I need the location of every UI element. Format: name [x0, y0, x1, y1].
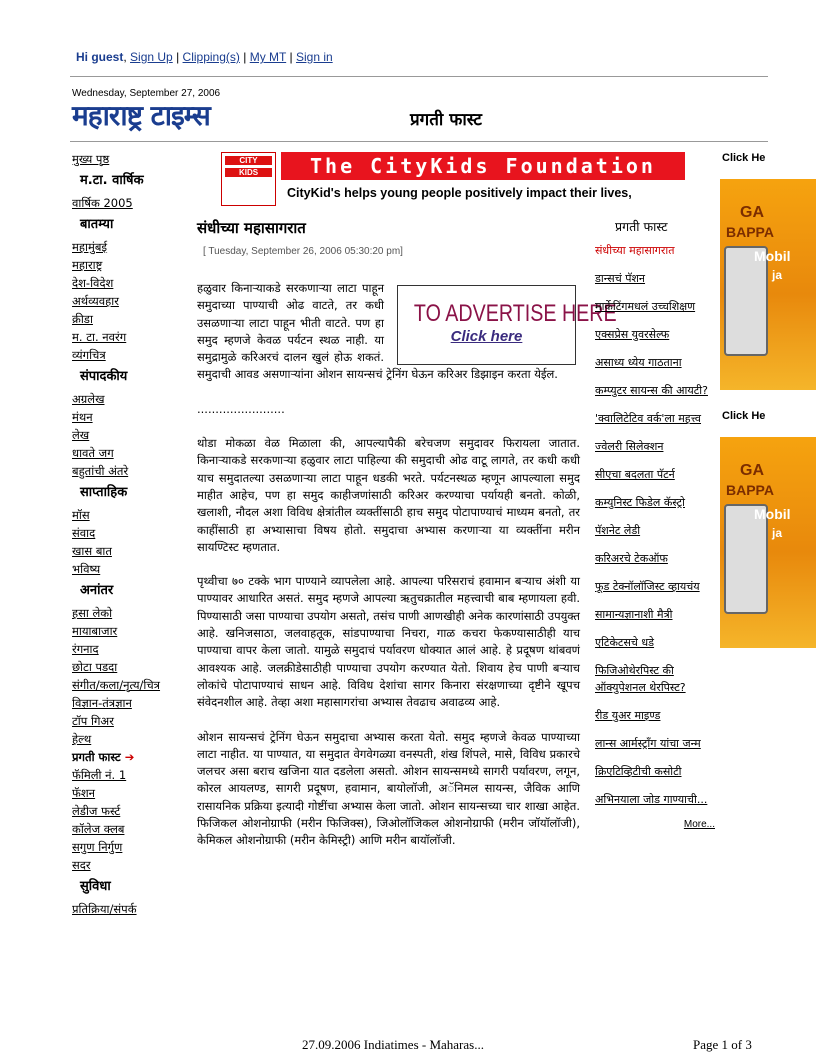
nav-item[interactable]: [72, 346, 194, 364]
nav-item[interactable]: [72, 622, 194, 640]
nav-item-label: टॉप गिअर: [72, 714, 114, 728]
nav-item-label: अग्रलेख: [72, 392, 105, 406]
related-article-link[interactable]: फिजिओथेरपिस्ट की ऑक्युपेशनल थेरपिस्ट?: [595, 664, 686, 694]
article-timestamp: [ Tuesday, September 26, 2006 05:30:20 pm]: [203, 246, 403, 257]
related-article-link[interactable]: एटिकेटसचे धडे: [595, 636, 655, 649]
article-title: संधीच्या महासागरात: [197, 219, 306, 237]
paragraph-text: पृथ्वीचा ७० टक्के भाग पाण्याने व्यापलेला आहे. आपल्या परिसराचं हवामान बऱ्याच अंशी या पाण्यावर आधारित असतं. समुद म्हणजे आपल्या ऋतुचक्रातील महत्त्वाची बाब म्हणायला हवी. पिण्यासाठी जसा पाण्याचा उपयोग असतो, तसंच पाणी आणखीही अनेक कारणांसाठी उपयुक्त आहे. खनिजसाठा, जलवाहतूक, सांडपाण्याचा निचरा, गाळ कचरा फेकण्यासाठीही याच पाण्याचा वापर केला जातो. यामुळे समुदाचं पर्यावरण धोक्यात आलं आहे. हे प्रदूषण थांबवणं आवश्यक आहे. जलक्रीडेसाठीही पाण्याचा उपयोग करण्यात येतो. शिवाय हेच पाणी बऱ्याच लोकांचे पोटापाण्याचं साधन आहे. विविध देशांचा सागर किनारा संरक्षणाच्या दृष्टीने खूपच संवेदनशील आहे. तेव्हा अशा महासागरांचा अभ्यास तेवढाच अवाढव्य आहे.: [197, 574, 580, 710]
nav-item[interactable]: [72, 292, 194, 310]
nav-item[interactable]: [72, 462, 194, 480]
nav-item-label: फॅमिली नं. 1: [72, 768, 127, 782]
related-heading: प्रगती फास्ट: [615, 219, 668, 234]
side-ad[interactable]: [720, 150, 816, 390]
nav-item-label: प्रतिक्रिया/संपर्क: [72, 902, 137, 916]
nav-item[interactable]: [72, 274, 194, 292]
nav-item[interactable]: [72, 150, 194, 168]
left-nav: [72, 150, 194, 918]
related-article-link[interactable]: क्रिएटिव्हिटीची कसोटी: [595, 765, 682, 778]
advertise-heading: TO ADVERTISE HERE: [413, 300, 617, 327]
related-article-link[interactable]: संधीच्या महासागरात: [595, 244, 675, 257]
related-article-link[interactable]: डान्सचं पॅशन: [595, 272, 646, 285]
footer-page: Page 1 of 3: [693, 1037, 752, 1052]
nav-item[interactable]: [72, 730, 194, 748]
separator: |: [289, 50, 293, 64]
related-article-link[interactable]: एक्सप्रेस युवरसेल्फ: [595, 328, 670, 341]
related-article-link[interactable]: रीड युअर माइण्ड: [595, 709, 661, 722]
related-article-link[interactable]: असाध्य ध्येय गाठताना: [595, 356, 682, 369]
related-article-link[interactable]: अभिनयाला जोड गाण्याची...: [595, 793, 708, 806]
paragraph-text: ........................: [197, 401, 285, 416]
nav-item[interactable]: [72, 640, 194, 658]
nav-item-label: भविष्य: [72, 562, 101, 576]
nav-item[interactable]: [72, 444, 194, 462]
nav-item[interactable]: [72, 408, 194, 426]
citykids-banner[interactable]: [221, 150, 687, 208]
nav-item-label: व्यंगचित्र: [72, 348, 106, 362]
article-body: [197, 280, 617, 867]
separator: |: [243, 50, 247, 64]
top-nav: [76, 50, 333, 64]
logo-line: CITY: [225, 156, 272, 165]
nav-item[interactable]: [72, 820, 194, 838]
nav-item[interactable]: [72, 506, 194, 524]
ad-click-text: Click He: [722, 410, 766, 422]
related-article-link[interactable]: कम्प्युटर सायन्स की आयटी?: [595, 384, 708, 397]
related-article-link[interactable]: करिअरचे टेकऑफ: [595, 552, 668, 565]
nav-item-label: अर्थव्यवहार: [72, 294, 119, 308]
nav-item-label: लेडीज फर्स्ट: [72, 804, 121, 818]
nav-item-label: खास बात: [72, 544, 112, 558]
nav-item-label: फॅशन: [72, 786, 96, 800]
my-mt-link[interactable]: My MT: [249, 50, 287, 64]
nav-item-label: छोटा पडदा: [72, 660, 118, 674]
more-link[interactable]: More...: [683, 819, 715, 830]
article-paragraph: [197, 729, 580, 850]
nav-item[interactable]: [72, 838, 194, 856]
related-article-link[interactable]: मार्केटिंगमधलं उच्चशिक्षण: [595, 300, 696, 313]
logo-line: KIDS: [225, 168, 272, 177]
sign-up-link[interactable]: Sign Up: [130, 50, 173, 64]
divider: [70, 76, 768, 77]
nav-item-label: देश-विदेश: [72, 276, 114, 290]
nav-item-label: विज्ञान-तंत्रज्ञान: [72, 696, 132, 710]
nav-item-label: म. टा. नवरंग: [72, 330, 127, 344]
nav-item-label: रंगनाद: [72, 642, 99, 656]
advertise-box[interactable]: [397, 285, 617, 365]
nav-item[interactable]: [72, 676, 194, 694]
nav-heading: सुविधा: [80, 879, 111, 894]
header-date: Wednesday, September 27, 2006: [72, 88, 221, 99]
nav-heading: संपादकीय: [80, 369, 128, 384]
paragraph-text: हळुवार किनाऱ्याकडे सरकणाऱ्या लाटा पाहून समुदाच्या पाण्याची ओढ वाटते, तर कधी उसळणाऱ्या लाटा पाहून भीती वाटते. पण हा समुद म्हणजे केवळ पर्यटन स्थळ नाही. या समुद्रामुळे करिअरचं दालन खुलं होऊ शकतं. समुदाची आवड असणाऱ्यांना ओशन सायन्सचं ट्रेनिंग घेऊन करिअर डिझाइन करता येईल.: [197, 281, 558, 382]
divider: [70, 141, 768, 142]
related-article-link[interactable]: पॅशनेट लेडी: [595, 524, 641, 537]
nav-item[interactable]: [72, 658, 194, 676]
paragraph-text: ओशन सायन्सचं ट्रेनिंग घेऊन समुदाचा अभ्यास करता येतो. समुद म्हणजे केवळ पाण्याच्या लाटा नाहीत. या पाण्यात, या समुदात वेगवेगळ्या वनस्पती, शंख शिंपले, मासे, विविध प्रकारचे जलचर असा बराच खजिना यात दडलेला असतो. ओशन सायन्समध्ये सागरी पर्यावरण, लगून, कोरल आयलण्ड, सागरी प्रदूषण, हवामान, बायोलॉजी, अॅनिमल सायन्स, जैविक आणि रासायनिक प्रक्रिया इत्यादी गोष्टींचा अभ्यास केला जातो. ओशन सायन्सच्या चार शाखा आहेत. फिजिकल ओशनोग्राफी (मरीन फिजिक्स), जिओलॉजिकल ओशनोग्राफी (मरीन जॉयॉलॉजी), केमिकल ओशनोग्राफी (मरीन केमिस्ट्री) आणि मरीन बायॉलॉजी.: [197, 729, 580, 848]
nav-item[interactable]: [72, 328, 194, 346]
nav-item-label: सगुण निर्गुण: [72, 840, 123, 854]
nav-heading: अनांतर: [80, 583, 114, 598]
separator: ,: [123, 50, 127, 64]
related-article-link[interactable]: ज्वेलरी सिलेक्शन: [595, 440, 664, 453]
nav-item[interactable]: [72, 856, 194, 874]
nav-item-label: हसा लेको: [72, 606, 113, 620]
nav-item[interactable]: [72, 426, 194, 444]
related-article-link[interactable]: सीएचा बदलता पॅटर्न: [595, 468, 675, 481]
nav-item-label: मॉस: [72, 508, 90, 522]
related-article-link[interactable]: कम्युनिस्ट फिडेल कॅस्ट्रो: [595, 496, 685, 509]
nav-item-label: लेख: [72, 428, 90, 442]
paragraph-text: थोडा मोकळा वेळ मिळाला की, आपल्यापैकी बरेचजण समुदावर फिरायला जातात. किनाऱ्याकडे सरकणाऱ्या हळुवार लाटा पाहिल्या की समुदाची ओढ वाटू लागते, तर कधी कधी याच समुदातल्या उसळणाऱ्या लाटा पाहून धडकी भरते. पर्यटनस्थळ म्हणून आपल्याला समुद माहीत आहेच, पण हा समुद काहीजणांसाठी करिअर करण्याचा पर्यायही बनतो. कोळी, खलाशी, नौदल अशा विविध क्षेत्रांतील व्यक्तींसाठी हाच समुद पोटापाण्याचं माध्यम बनतो, तर काहींसाठी हा अभ्यासाचा विषय होतो. समुदाचा अभ्यास करणाऱ्या या व्यक्तींना मरीन सायण्टिस्ट म्हणतात.: [197, 436, 580, 554]
citykids-logo: [221, 152, 276, 206]
side-ad[interactable]: [720, 408, 816, 648]
ad-click-text: Click He: [722, 152, 766, 164]
nav-item-label: सदर: [72, 858, 91, 872]
nav-item[interactable]: [72, 784, 194, 802]
nav-item[interactable]: [72, 542, 194, 560]
nav-item-label: वार्षिक 2005: [72, 196, 133, 210]
nav-item-label: क्रीडा: [72, 312, 93, 326]
article-paragraph: [197, 573, 580, 711]
nav-item-label: प्रगती फास्ट: [72, 750, 121, 764]
ad-text: ja: [772, 268, 783, 282]
nav-heading: बातम्या: [80, 217, 114, 232]
related-article-link[interactable]: 'क्वालिटेटिव वर्क'ला महत्त्व: [595, 412, 702, 425]
ad-text: Mobil: [754, 248, 791, 264]
nav-item[interactable]: [72, 766, 194, 784]
advertise-link[interactable]: Click here: [450, 328, 523, 345]
clippings-link[interactable]: Clipping(s): [182, 50, 240, 64]
nav-item[interactable]: [72, 194, 194, 212]
nav-item[interactable]: [72, 802, 194, 820]
nav-item[interactable]: [72, 712, 194, 730]
nav-item[interactable]: [72, 390, 194, 408]
ad-text: GA: [740, 204, 764, 221]
nav-item-label: महाराष्ट्र: [72, 258, 103, 272]
separator: |: [176, 50, 180, 64]
ad-text: Mobil: [754, 506, 791, 522]
nav-item-label: धावते जग: [72, 446, 114, 460]
related-article-link[interactable]: सामान्यज्ञानाशी मैत्री: [595, 608, 673, 621]
nav-item-label: मायाबाजार: [72, 624, 118, 638]
ad-text: BAPPA: [726, 482, 774, 498]
article-paragraph: [197, 435, 580, 556]
nav-item-label: महामुंबई: [72, 240, 108, 254]
nav-item[interactable]: [72, 604, 194, 622]
nav-item-label: मुख्य पृष्ठ: [72, 152, 110, 166]
nav-heading: म.टा. वार्षिक: [80, 173, 144, 188]
article-paragraph: [197, 401, 580, 418]
footer-left: 27.09.2006 Indiatimes - Maharas...: [302, 1037, 484, 1052]
nav-item[interactable]: [72, 310, 194, 328]
nav-item-label: संवाद: [72, 526, 96, 540]
nav-item-label: हेल्थ: [72, 732, 92, 746]
nav-item[interactable]: [72, 900, 194, 918]
nav-item-current[interactable]: [72, 748, 194, 766]
nav-item[interactable]: [72, 560, 194, 578]
nav-item-label: संगीत/कला/नृत्य/चित्र: [72, 678, 161, 692]
section-title: प्रगती फास्ट: [410, 110, 482, 130]
sign-in-link[interactable]: Sign in: [295, 50, 333, 64]
nav-item[interactable]: [72, 256, 194, 274]
banner-headline: The CityKids Foundation: [281, 152, 685, 180]
nav-item-label: कॉलेज क्लब: [72, 822, 125, 836]
nav-item-label: मंथन: [72, 410, 93, 424]
related-article-link[interactable]: फूड टेक्नॉलॉजिस्ट व्हायचंय: [595, 580, 700, 593]
ad-text: GA: [740, 462, 764, 479]
site-logo[interactable]: महाराष्ट्र टाइम्स: [72, 99, 210, 132]
nav-item[interactable]: [72, 694, 194, 712]
ad-text: BAPPA: [726, 224, 774, 240]
arrow-right-icon: ➔: [124, 750, 135, 764]
greeting: Hi guest: [76, 50, 124, 64]
nav-heading: साप्ताहिक: [80, 485, 128, 500]
banner-tagline: CityKid's helps young people positively impact their lives,: [287, 186, 632, 200]
nav-item-label: बहुतांची अंतरे: [72, 464, 129, 478]
nav-item[interactable]: [72, 238, 194, 256]
related-article-link[interactable]: लान्स आर्मस्ट्राँग यांचा जन्म: [595, 737, 701, 750]
ad-text: ja: [772, 526, 783, 540]
related-articles: [595, 218, 715, 830]
nav-item[interactable]: [72, 524, 194, 542]
